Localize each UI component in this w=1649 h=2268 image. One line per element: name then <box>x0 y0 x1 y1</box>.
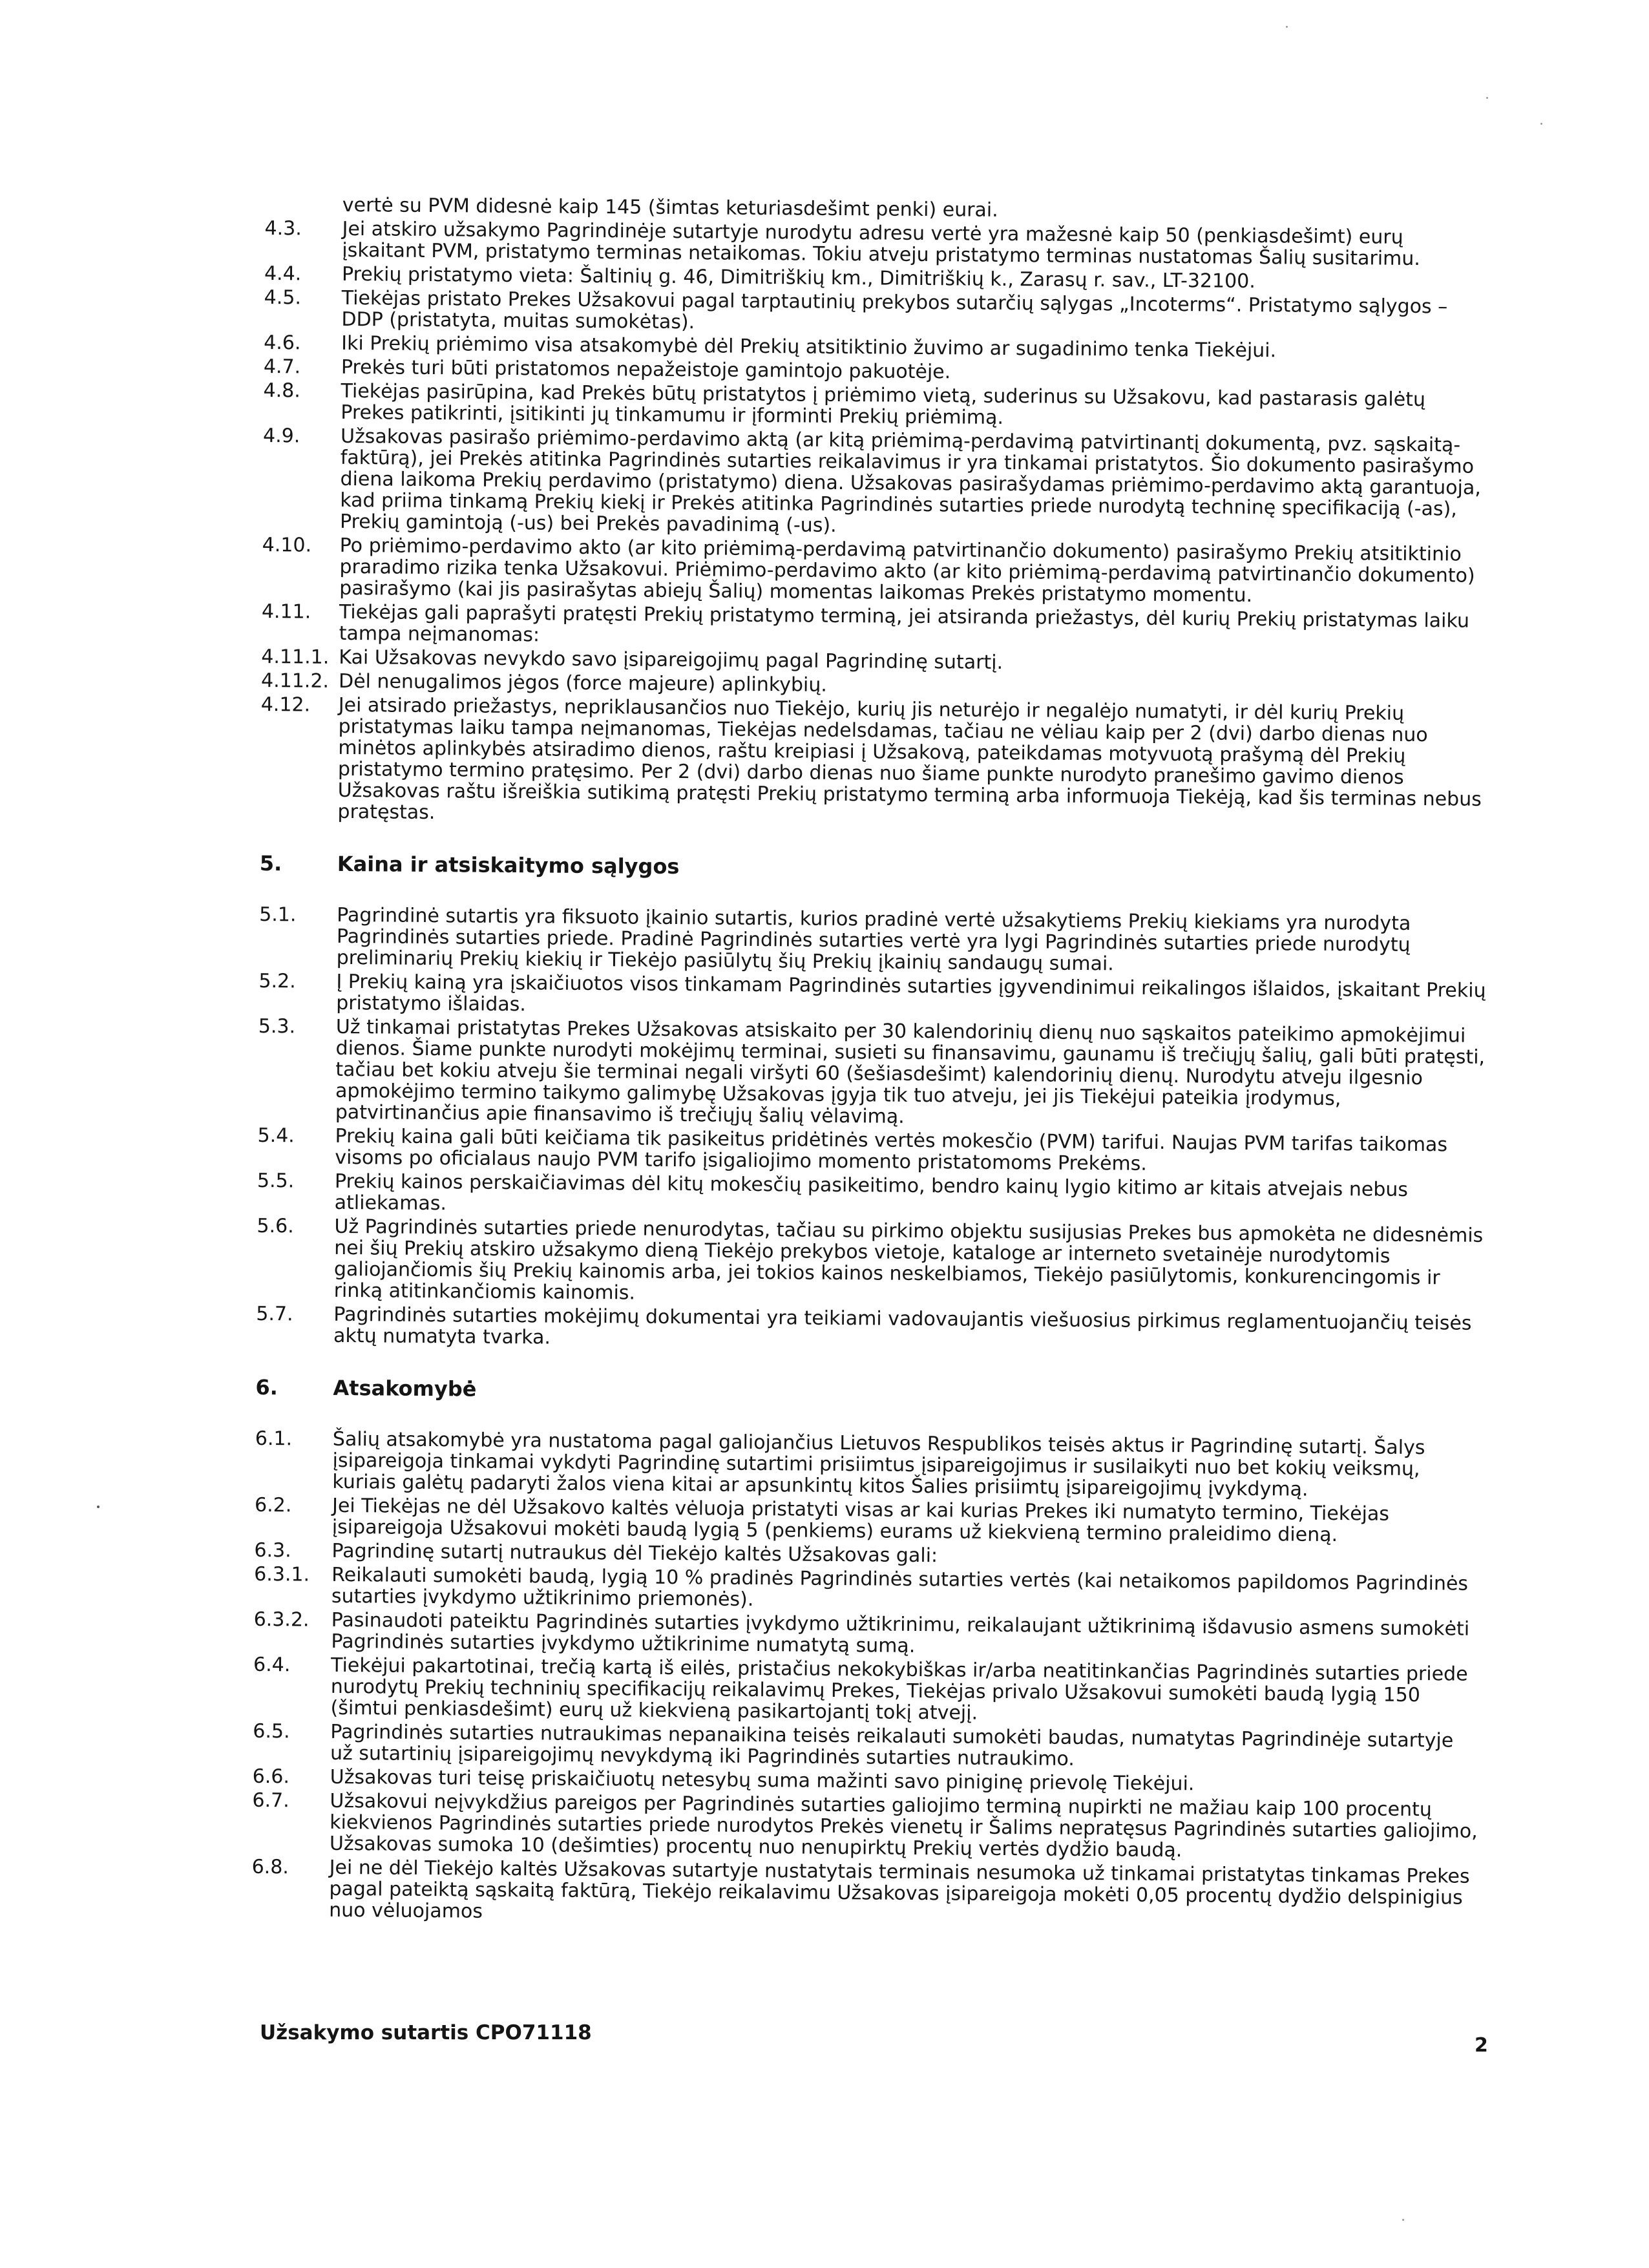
clause-item <box>262 601 1489 653</box>
scan-speck <box>1486 97 1488 99</box>
clause-item <box>257 1125 1485 1177</box>
clause-text: Pagrindinės sutarties nutraukimas nepanaikina teisės reikalauti sumokėti baudas, numatytas Pagrindinėje sutartyje už sutartinių įsipareigojimų nevykdymą iki Pagrindinės sutarties nutraukimo. <box>330 1720 1454 1770</box>
clause-text: Prekės turi būti pristatomos nepažeistoje gamintojo pakuotėje. <box>341 355 951 384</box>
clause-item <box>258 1016 1486 1132</box>
clause-text: Tiekėjui pakartotinai, trečią kartą iš eilės, pristačius nekokybiškas ir/arba neatitinkančias Pagrindinės sutarties priede nurodytų Prekių techninių specifikacijų reikalavimų Prekes, Tiekėjas privalo Užsakovui sumokėti baudą lygią 150 (šimtui penkiasdešimt) eurų už kiekvieną pasikartojantį tokį atvejį. <box>330 1654 1468 1725</box>
clause-text: Prekių kaina gali būti keičiama tik pasikeitus pridėtinės vertės mokesčio (PVM) tarifui. Naujas PVM tarifas taikomas visoms po oficialaus naujo PVM tarifo įsigaliojimo momento pristatomoms Prekėms. <box>335 1124 1448 1175</box>
clause-number: 5.7. <box>256 1302 293 1326</box>
clause-number: 5.1. <box>259 903 297 927</box>
clause-number: 6.2. <box>254 1493 292 1517</box>
clause-number: 6.4. <box>253 1653 291 1677</box>
clause-item <box>253 1721 1480 1773</box>
clause-number: 6.3. <box>254 1538 291 1562</box>
clause-text: Po priėmimo-perdavimo akto (ar kito priėmimą-perdavimą patvirtinančio dokumento) pasirašymo Prekių atsitiktinio praradimo rizika tenka Užsakovui. Priėmimo-perdavimo akto (ar kito priėmimą-perdavimą patvirtinančio dokumento) pasirašymo (kai jis pasirašytas abiejų Šalių) momentas laikomas Prekės pristatymo momentu. <box>339 534 1475 607</box>
clause-number: 4.3. <box>264 216 302 240</box>
section5-heading <box>259 850 1487 884</box>
scan-speck <box>1286 26 1288 28</box>
clause-item <box>260 694 1488 832</box>
clause-item <box>257 1170 1485 1223</box>
clause-text: Jei atsirado priežastys, nepriklausančios nuo Tiekėjo, kurių jis neturėjo ir negalėjo numatyti, ir dėl kurių Prekių pristatymas laiku tampa neįmanomas, Tiekėjas nedelsdamas, tačiau ne vėliau kaip per 2 (dvi) darbo dienas nuo minėtos aplinkybės atsiradimo dienos, raštu kreipiasi į Užsakovą, pateikdamas motyvuotą prašymą dėl Prekių pristatymo termino pratęsimo. Per 2 (dvi) darbo dienas nuo šiame punkte nurodyto pranešimo gavimo dienos Užsakovas raštu išreiškia sutikimą pratęsti Prekių pristatymo terminą arba informuoja Tiekėją, kad šis terminas nebus pratęstas. <box>337 693 1482 824</box>
clause-number: 4.12. <box>260 693 311 717</box>
section6-title: Atsakomybė <box>333 1375 477 1402</box>
clause-number: 4.5. <box>264 286 302 310</box>
section5-title: Kaina ir atsiskaitymo sąlygos <box>337 851 680 879</box>
clause-number: 5.5. <box>257 1169 295 1193</box>
section4-items <box>260 218 1492 832</box>
section5-number: 5. <box>259 850 282 876</box>
scan-speck <box>97 1506 100 1508</box>
clause-item <box>258 971 1486 1023</box>
clause-number: 5.3. <box>258 1014 296 1038</box>
clause-number: 4.6. <box>264 331 301 355</box>
scan-speck <box>1540 123 1542 125</box>
clause-item <box>262 534 1490 608</box>
section6-number: 6. <box>255 1374 278 1400</box>
clause-text: Jei ne dėl Tiekėjo kaltės Užsakovas sutartyje nustatytais terminais nesumoka už tinkamai pristatytas tinkamas Prekes pagal pateiktą sąskaitą faktūrą, Tiekėjo reikalavimu Užsakovas įsipareigoja mokėti 0,05 procentų dydžio delspinigius nuo vėluojamos <box>329 1856 1470 1923</box>
clause-text: Kai Užsakovas nevykdo savo įsipareigojimų pagal Pagrindinę sutartį. <box>339 646 1003 674</box>
clause-number: 4.10. <box>262 533 312 557</box>
clause-text: Iki Prekių priėmimo visa atsakomybė dėl Prekių atsitiktinio žuvimo ar sugadinimo tenka Tiekėjui. <box>341 331 1277 362</box>
clause-text: Tiekėjas gali paprašyti pratęsti Prekių pristatymo terminą, jei atsiranda priežastys, dėl kurių Prekių pristatymas laiku tampa neįmanomas: <box>339 600 1470 647</box>
clause-text: Užsakovui neįvykdžius pareigos per Pagrindinės sutarties galiojimo terminą nupirkti ne mažiau kaip 100 procentų kiekvienos Pagrindinės sutarties priede nurodytos Prekės vienetų ir Šalims nepratęsus Pagrindinės sutarties galiojimo, Užsakovas sumoka 10 (dešimties) procentų nuo nenupirktų Prekių vertės dydžio baudą. <box>329 1789 1478 1862</box>
clause-text: Tiekėjas pasirūpina, kad Prekės būtų pristatytos į priėmimo vietą, suderinus su Užsakovu, kad pastarasis galėtų Prekes patikrinti, įsitikinti jų tinkamumu ir įforminti Prekių priėmimą. <box>341 379 1426 429</box>
clause-number: 4.11.2. <box>260 669 330 693</box>
footer-title: Užsakymo sutartis CPO71118 <box>260 2021 592 2044</box>
clause-item <box>254 1564 1482 1616</box>
section4-lead: vertė su PVM didesnė kaip 145 (šimtas keturiasdešimt penki) eurai. <box>342 193 998 222</box>
clause-number: 5.4. <box>257 1124 295 1148</box>
clause-text: Užsakovas turi teisę priskaičiuotų netesybų suma mažinti savo piniginę prievolę Tiekėjui. <box>330 1765 1195 1796</box>
document-page <box>251 194 1493 1933</box>
clause-item <box>259 904 1487 978</box>
clause-text: Šalių atsakomybė yra nustatoma pagal galiojančius Lietuvos Respublikos teisės aktus ir Pagrindinę sutartį. Šalys įsipareigoja tinkamai vykdyti Pagrindinę sutartimi prisiimtus įsipareigojimus ir susilaikyti nuo bet kokių veiksmų, kuriais galėtų padaryti žalos viena kitai ar apsunkintų kitos Šalies prisiimtų įsipareigojimų įvykdymą. <box>332 1427 1425 1501</box>
clause-item <box>256 1303 1484 1356</box>
clause-item <box>253 1654 1481 1728</box>
page-number: 2 <box>1475 2034 1488 2057</box>
clause-item <box>251 1856 1480 1930</box>
clause-text: Už Pagrindinės sutarties priede nenurodytas, tačiau su pirkimo objektu susijusias Prekes bus apmokėta ne didesnėmis nei šių Prekių atskiro užsakymo dieną Tiekėjo prekybos vietoje, kataloge ar interneto svetainėje nurodytomis galiojančiomis šių Prekių kainomis arba, jei tokios kainos neskelbiamos, Tiekėjo pasiūlytomis, konkurencingomis ir rinką atitinkančiomis kainomis. <box>333 1215 1484 1305</box>
clause-text: Pagrindinė sutartis yra fiksuoto įkainio sutartis, kurios pradinė vertė užsakytiems Prekių kiekiams yra nurodyta Pagrindinės sutarties priede. Pradinė Pagrindinės sutarties vertė yra lygi Pagrindinės sutarties priede nurodytų preliminarių Prekių kiekių ir Tiekėjo pasiūlytų šių Prekių įkainių sandaugų sumai. <box>336 903 1411 976</box>
section5-items <box>256 904 1487 1356</box>
clause-number: 4.7. <box>263 355 301 379</box>
clause-number: 6.8. <box>251 1855 289 1879</box>
clause-item <box>257 1215 1485 1310</box>
clause-item <box>255 1428 1483 1502</box>
clause-text: Užsakovas pasirašo priėmimo-perdavimo aktą (ar kitą priėmimą-perdavimą patvirtinantį dokumentą, pvz. sąskaitą-faktūrą), jei Prekės atitinka Pagrindinės sutarties reikalavimus ir yra tinkamai pristatytos. Šio dokumento pasirašymo diena laikoma Prekių perdavimo (pristatymo) diena. Užsakovas pasirašydamas priėmimo-perdavimo aktą garantuoja, kad priima tinkamą Prekių kiekį ir Prekės atitinka Pagrindinės sutarties priede nurodytą techninę specifikaciją (-as), Prekių gamintoją (-us) bei Prekės pavadinimą (-us). <box>339 425 1481 537</box>
clause-number: 6.3.2. <box>253 1608 310 1632</box>
clause-number: 6.3.1. <box>254 1562 310 1586</box>
clause-number: 4.9. <box>262 424 300 448</box>
clause-number: 6.7. <box>252 1789 289 1812</box>
clause-number: 6.1. <box>255 1427 293 1451</box>
clause-text: Pagrindinės sutarties mokėjimų dokumentai yra teikiami vadovaujantis viešuosius pirkimus reglamentuojančių teisės aktų numatyta tvarka. <box>333 1303 1472 1349</box>
clause-number: 6.6. <box>252 1765 290 1789</box>
clause-number: 4.11.1. <box>261 645 330 669</box>
clause-number: 4.4. <box>264 262 302 286</box>
clause-text: Tiekėjas pristato Prekes Užsakovui pagal tarptautinių prekybos sutarčių sąlygas „Incoterms“. Pristatymo sąlygos – DDP (pristatyta, muitas sumokėtas). <box>341 286 1448 334</box>
clause-item <box>263 380 1491 432</box>
clause-text: Už tinkamai pristatytas Prekes Užsakovas atsiskaito per 30 kalendorinių dienų nuo sąskaitos pateikimo apmokėjimui dienos. Šiame punkte nurodyti mokėjimų terminai, susieti su finansavimu, gaunamu iš trečiųjų šalių, gali būti pratęsti, tačiau bet kokiu atveju šie terminai negali viršyti 60 (šešiasdešimt) kalendorinių dienų. Nurodytu atveju ilgesnio apmokėjimo termino taikymo galimybę Užsakovas įgyja tik tuo atveju, jei jis Tiekėjui pateikia įrodymus, patvirtinančius apie finansavimo iš trečiųjų šalių vėlavimą. <box>335 1015 1486 1128</box>
scan-speck <box>1402 2219 1404 2221</box>
section6-heading <box>255 1374 1483 1408</box>
clause-item <box>252 1790 1480 1864</box>
clause-text: Prekių kainos perskaičiavimas dėl kitų mokesčių pasikeitimo, bendro kainų lygio kitimo ar kitais atvejais nebus atliekamas. <box>334 1170 1409 1215</box>
clause-text: Pagrindinę sutartį nutraukus dėl Tiekėjo kaltės Užsakovas gali: <box>331 1539 938 1568</box>
clause-number: 4.8. <box>263 379 300 403</box>
clause-item <box>262 425 1491 541</box>
clause-item <box>253 1609 1481 1661</box>
section6-items <box>251 1428 1483 1930</box>
clause-text: Jei atskiro užsakymo Pagrindinėje sutartyje nurodytu adresu vertė yra mažesnė kaip 50 (penkiasdešimt) eurų įskaitant PVM, pristatymo terminas netaikomas. Tokiu atveju pristatymo terminas nustatomas Šalių susitarimu. <box>342 217 1421 271</box>
clause-item <box>264 218 1492 270</box>
clause-number: 4.11. <box>261 600 311 624</box>
clause-number: 6.5. <box>253 1719 290 1743</box>
clause-text: Į Prekių kainą yra įskaičiuotos visos tinkamam Pagrindinės sutarties įgyvendinimui reikalingos išlaidos, įskaitant Prekių pristatymo išlaidas. <box>336 970 1486 1016</box>
clause-number: 5.6. <box>257 1214 294 1238</box>
clause-text: Dėl nenugalimos jėgos (force majeure) aplinkybių. <box>338 669 827 697</box>
clause-text: Jei Tiekėjas ne dėl Užsakovo kaltės vėluoja pristatyti visas ar kai kurias Prekes iki numatyto termino, Tiekėjas įsipareigoja Užsakovui mokėti baudą lygią 5 (penkiems) eurams už kiekvieną termino praleidimo dieną. <box>331 1494 1390 1547</box>
clause-item <box>255 1495 1482 1547</box>
clause-text: Reikalauti sumokėti baudą, lygią 10 % pradinės Pagrindinės sutarties vertės (kai netaikomos papildomos Pagrindinės sutarties įvykdymo užtikrinimo priemonės). <box>331 1563 1469 1612</box>
clause-text: Pasinaudoti pateiktu Pagrindinės sutarties įvykdymo užtikrinimu, reikalaujant užtikrinimą išdavusio asmens sumokėti Pagrindinės sutarties įvykdymo užtikrinime numatytą sumą. <box>331 1608 1470 1657</box>
clause-text: Prekių pristatymo vieta: Šaltinių g. 46, Dimitriškių km., Dimitriškių k., Zarasų r. sav., LT-32100. <box>341 262 1255 293</box>
clause-item <box>264 287 1491 339</box>
clause-number: 5.2. <box>258 969 296 993</box>
